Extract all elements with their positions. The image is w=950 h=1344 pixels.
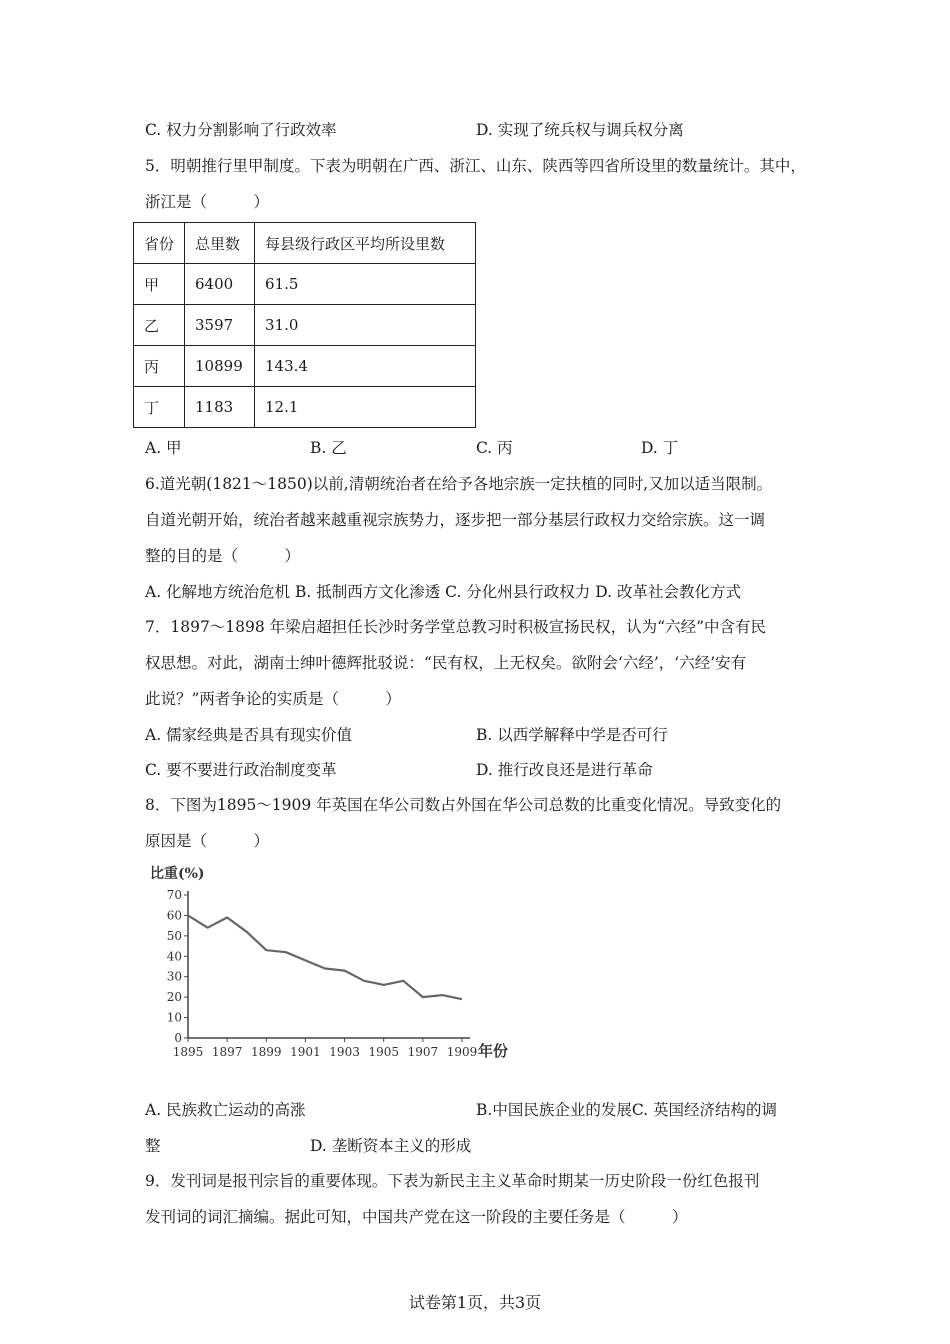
q6-stem-line1: 6.道光朝(1821～1850)以前,清朝统治者在给予各地宗族一定扶植的同时,又加以适当限制。 bbox=[145, 475, 773, 493]
q7-option-c: C. 要不要进行政治制度变革 bbox=[145, 761, 337, 779]
q5-stem-line2: 浙江是（ ） bbox=[145, 193, 270, 211]
q5-stem-line1: 5．明朝推行里甲制度。下表为明朝在广西、浙江、山东、陕西等四省所设里的数量统计。其中， bbox=[145, 157, 806, 175]
q8-stem-line1: 8．下图为1895～1909 年英国在华公司数占外国在华公司总数的比重变化情况。导致变化的 bbox=[145, 796, 782, 814]
table-header-cell: 省份 bbox=[134, 223, 185, 264]
y-axis-label: 比重(%) bbox=[150, 866, 205, 882]
q9-stem-line2: 发刊词的词汇摘编。据此可知，中国共产党在这一阶段的主要任务是（ ） bbox=[145, 1208, 688, 1226]
x-tick-label: 1895 bbox=[172, 1045, 204, 1059]
q7-option-b: B. 以西学解释中学是否可行 bbox=[476, 726, 668, 744]
table-row bbox=[134, 387, 476, 428]
table-cell: 1183 bbox=[185, 387, 255, 428]
table-cell: 3597 bbox=[185, 305, 255, 346]
table-row bbox=[134, 264, 476, 305]
q8-option-c-wrap: 整 bbox=[145, 1137, 161, 1155]
x-tick-label: 1903 bbox=[329, 1045, 360, 1059]
q9-stem-line1: 9．发刊词是报刊宗旨的重要体现。下表为新民主主义革命时期某一历史阶段一份红色报刊 bbox=[145, 1172, 760, 1190]
x-tick-label: 1905 bbox=[368, 1045, 399, 1059]
x-tick-label: 1909 bbox=[446, 1045, 478, 1059]
q5-option-b: B. 乙 bbox=[310, 439, 347, 457]
q8-option-b-c: B.中国民族企业的发展C. 英国经济结构的调 bbox=[476, 1101, 777, 1119]
y-tick-label: 40 bbox=[166, 949, 182, 964]
q5-option-a: A. 甲 bbox=[145, 439, 182, 457]
table-cell: 丁 bbox=[134, 387, 185, 428]
q7-option-a: A. 儒家经典是否具有现实价值 bbox=[145, 726, 353, 744]
page-footer: 试卷第1页，共3页 bbox=[408, 1293, 542, 1312]
y-tick-label: 60 bbox=[166, 908, 182, 923]
q7-stem-line2: 权思想。对此，湖南士绅叶德辉批驳说：“民有权，上无权矣。欲附会‘六经’，‘六经’安有 bbox=[145, 654, 747, 672]
q5-table bbox=[133, 222, 476, 428]
y-tick-label: 70 bbox=[166, 888, 182, 902]
y-tick-label: 10 bbox=[166, 1010, 182, 1025]
british-company-share-chart bbox=[140, 860, 530, 1070]
table-cell: 61.5 bbox=[255, 264, 476, 305]
x-tick-label: 1907 bbox=[407, 1045, 439, 1059]
q6-stem-line3: 整的目的是（ ） bbox=[145, 547, 301, 565]
q4-option-d: D. 实现了统兵权与调兵权分离 bbox=[476, 121, 684, 139]
table-header-cell: 每县级行政区平均所设里数 bbox=[255, 223, 476, 264]
table-row bbox=[134, 346, 476, 387]
table-cell: 143.4 bbox=[255, 346, 476, 387]
table-header-cell: 总里数 bbox=[185, 223, 255, 264]
x-tick-label: 1901 bbox=[290, 1045, 321, 1059]
q5-option-c: C. 丙 bbox=[476, 439, 513, 457]
series-line bbox=[188, 915, 462, 999]
table-cell: 31.0 bbox=[255, 305, 476, 346]
table-row bbox=[134, 305, 476, 346]
q7-stem-line1: 7．1897～1898 年梁启超担任长沙时务学堂总教习时积极宣扬民权，认为“六经”中含有民 bbox=[145, 618, 767, 636]
table-cell: 甲 bbox=[134, 264, 185, 305]
y-tick-label: 30 bbox=[166, 969, 182, 984]
q7-stem-line3: 此说？”两者争论的实质是（ ） bbox=[145, 690, 401, 708]
y-tick-label: 50 bbox=[166, 928, 182, 943]
q8-option-a: A. 民族救亡运动的高涨 bbox=[145, 1101, 306, 1119]
q7-option-d: D. 推行改良还是进行革命 bbox=[476, 761, 653, 779]
q6-stem-line2: 自道光朝开始，统治者越来越重视宗族势力，逐步把一部分基层行政权力交给宗族。这一调 bbox=[145, 511, 766, 529]
q4-option-c: C. 权力分割影响了行政效率 bbox=[145, 121, 337, 139]
table-cell: 乙 bbox=[134, 305, 185, 346]
q5-option-d: D. 丁 bbox=[641, 439, 679, 457]
table-cell: 6400 bbox=[185, 264, 255, 305]
y-tick-label: 0 bbox=[174, 1031, 182, 1045]
q8-stem-line2: 原因是（ ） bbox=[145, 832, 270, 850]
table-cell: 10899 bbox=[185, 346, 255, 387]
x-tick-label: 1899 bbox=[251, 1045, 282, 1059]
table-cell: 12.1 bbox=[255, 387, 476, 428]
y-tick-label: 20 bbox=[166, 990, 182, 1005]
q6-options: A. 化解地方统治危机 B. 抵制西方文化渗透 C. 分化州县行政权力 D. 改革社会教化方式 bbox=[145, 583, 741, 601]
table-cell: 丙 bbox=[134, 346, 185, 387]
table-header-row bbox=[134, 223, 476, 264]
x-tick-label: 1897 bbox=[211, 1045, 243, 1059]
x-axis-label: 年份 bbox=[478, 1042, 509, 1060]
q8-option-d: D. 垄断资本主义的形成 bbox=[310, 1137, 472, 1155]
